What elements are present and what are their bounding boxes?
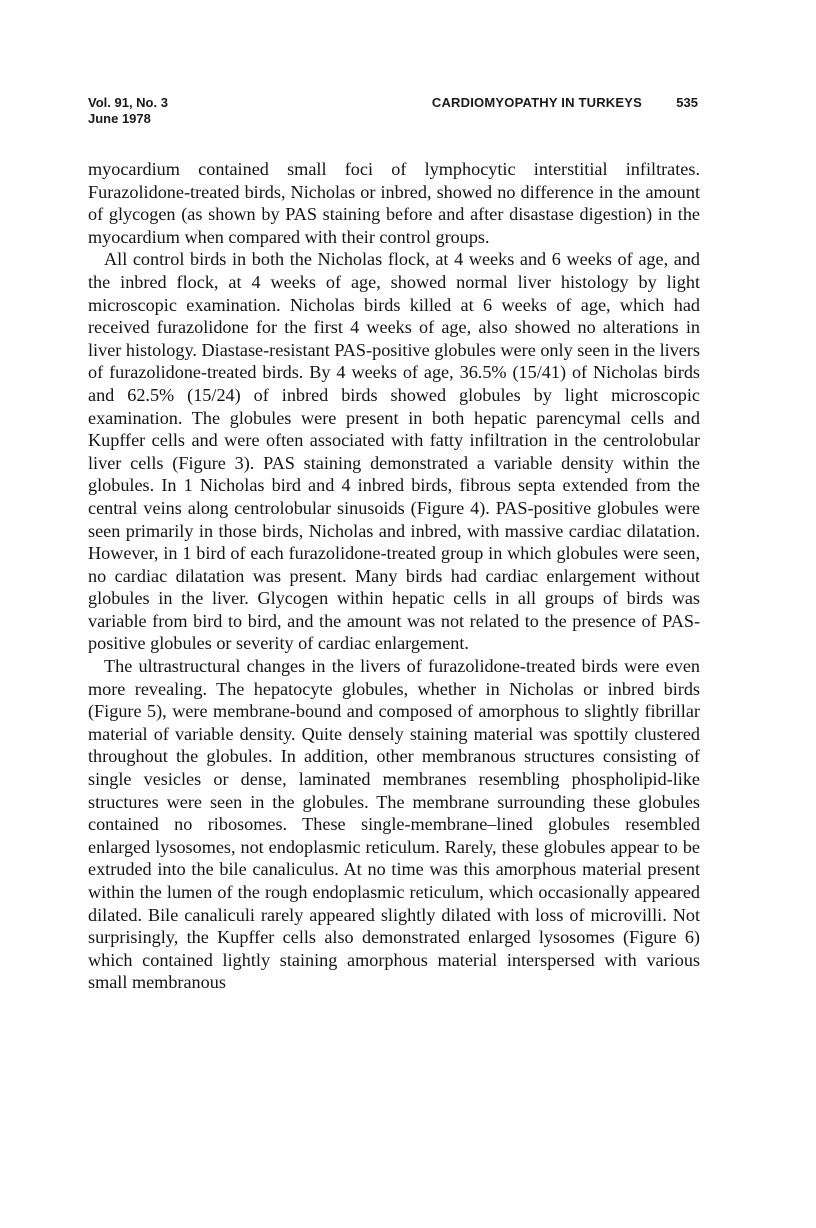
- running-title: CARDIOMYOPATHY IN TURKEYS: [431, 95, 642, 110]
- journal-volume: Vol. 91, No. 3: [88, 95, 168, 110]
- paragraph-ultrastructure: The ultrastructural changes in the livers of furazolidone-treated birds were even more revealing. The hepatocyte globules, whether in Nicholas or inbred birds (Figure 5), were membrane-bound and composed of amorphous to slightly fibrillar material of variable density. Quite densely staining material was spottily clustered throughout the globules. In addition, other membranous structures consisting of single vesicles or dense, laminated membranes resembling phospholipid-like structures were seen in the globules. The membrane surrounding these globules contained no ribosomes. These single-membrane–lined globules resembled enlarged lysosomes, not endoplasmic reticulum. Rarely, these globules appear to be extruded into the bile canaliculus. At no time was this amorphous material present within the lumen of the rough endoplasmic reticulum, which occasionally appeared dilated. Bile canaliculi rarely appeared slightly dilated with loss of microvilli. Not surprisingly, the Kupffer cells also demonstrated enlarged lysosomes (Figure 6) which contained lightly staining amorphous material interspersed with various small membranous: [88, 656, 700, 993]
- article-body: [88, 158, 700, 994]
- paragraph-liver-histology: All control birds in both the Nicholas flock, at 4 weeks and 6 weeks of age, and the inbred flock, at 4 weeks of age, showed normal liver histology by light microscopic examination. Nicholas birds killed at 6 weeks of age, which had received furazolidone for the first 4 weeks of age, also showed no alterations in liver histology. Diastase-resistant PAS-positive globules were only seen in the livers of furazolidone-treated birds. By 4 weeks of age, 36.5% (15/41) of Nicholas birds and 62.5% (15/24) of inbred birds showed globules by light microscopic examination. The globules were present in both hepatic parencymal cells and Kupffer cells and were often associated with fatty infiltration in the centrolobular liver cells (Figure 3). PAS staining demonstrated a variable density within the globules. In 1 Nicholas bird and 4 inbred birds, fibrous septa extended from the central veins along centrolobular sinusoids (Figure 4). PAS-positive globules were seen primarily in those birds, Nicholas and inbred, with massive cardiac dilatation. However, in 1 bird of each furazolidone-treated group in which globules were seen, no cardiac dilatation was present. Many birds had cardiac enlargement without globules in the liver. Glycogen within hepatic cells in all groups of birds was variable from bird to bird, and the amount was not related to the presence of PAS-positive globules or severity of cardiac enlargement.: [88, 249, 700, 654]
- journal-date: June 1978: [88, 111, 151, 126]
- page-number: 535: [676, 95, 698, 110]
- paragraph-continued: myocardium contained small foci of lymphocytic interstitial infiltrates. Furazolidone-treated birds, Nicholas or inbred, showed no difference in the amount of glycogen (as shown by PAS staining before and after disastase digestion) in the myocardium when compared with their control groups.: [88, 159, 700, 247]
